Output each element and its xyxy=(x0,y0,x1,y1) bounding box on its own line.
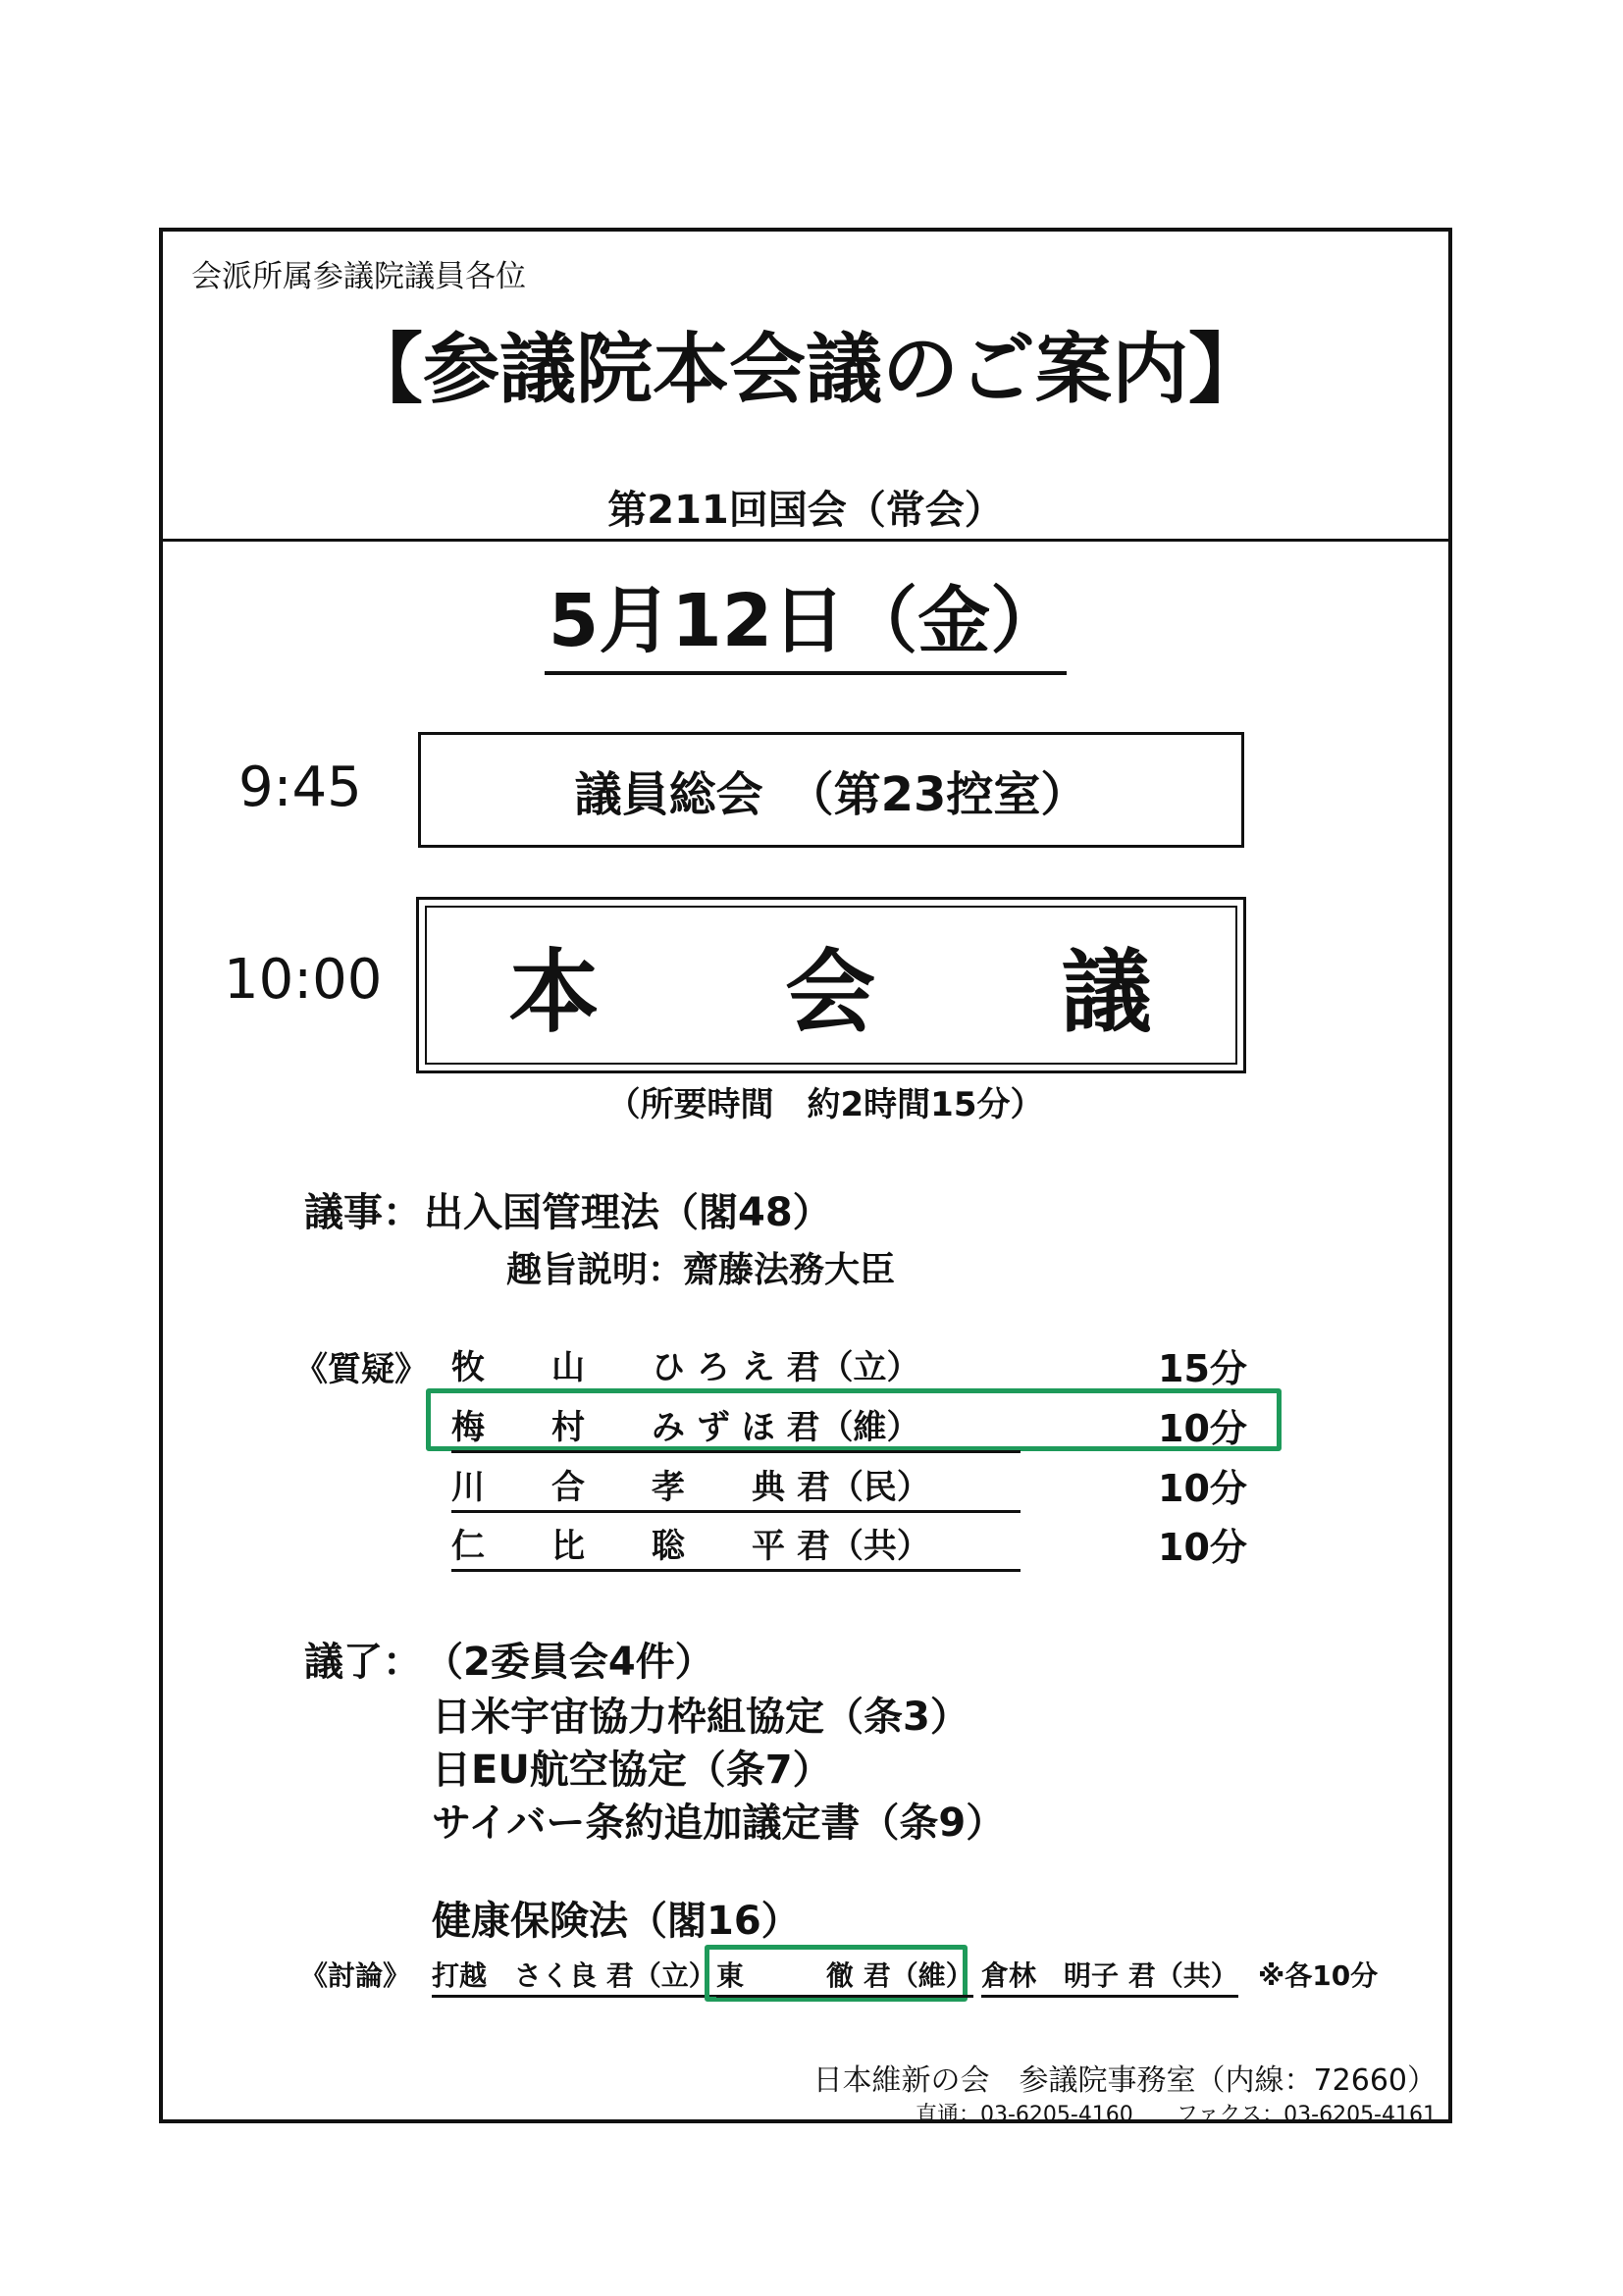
passed-item-4: 健康保険法（閣16） xyxy=(432,1899,801,1944)
agenda-label: 議事： xyxy=(304,1190,422,1235)
time-plenary: 10:00 xyxy=(224,948,383,1012)
meeting-date xyxy=(159,579,1452,663)
agenda-explanation: 趣旨説明：齋藤法務大臣 xyxy=(506,1250,896,1290)
debate-note: ※各10分 xyxy=(1258,1959,1379,1992)
question-speaker-3: 川 合 孝 典 君（民） xyxy=(451,1460,1021,1513)
page-title: 【参議院本会議のご案内】 xyxy=(345,326,1265,414)
plenary-box xyxy=(416,897,1246,1073)
caucus-label: 議員総会 （第23控室） xyxy=(574,766,1088,822)
duration-note: （所要時間 約2時間15分） xyxy=(606,1085,1044,1124)
question-time-1: 15分 xyxy=(1158,1347,1247,1390)
passed-item-2: 日EU航空協定（条7） xyxy=(432,1748,832,1793)
plenary-label: 本 会 議 xyxy=(425,906,1237,1065)
debate-speaker-2: 東 徹 君（維） xyxy=(716,1955,973,1998)
passed-label: 議了： xyxy=(304,1640,422,1685)
agenda-item: 出入国管理法（閣48） xyxy=(424,1190,832,1235)
question-speaker-1: 牧 山 ひ ろ え 君（立） xyxy=(451,1340,1021,1393)
header-divider xyxy=(159,539,1452,542)
passed-item-1: 日米宇宙協力枠組協定（条3） xyxy=(432,1695,969,1740)
passed-item-3: サイバー条約追加議定書（条9） xyxy=(432,1800,1006,1846)
footer-office: 日本維新の会 参議院事務室（内線：72660） xyxy=(812,2063,1437,2098)
date-text: 5月12日（金） xyxy=(545,579,1067,675)
session-label: 第211回国会（常会） xyxy=(607,488,1004,533)
debate-speaker-1: 打越 さく良 君（立） xyxy=(432,1955,716,1998)
footer-contact: 直通：03-6205-4160 ファクス：03-6205-4161 xyxy=(915,2103,1437,2127)
question-speaker-2: 梅 村 み ず ほ 君（維） xyxy=(451,1400,1021,1453)
addressee: 会派所属参議院議員各位 xyxy=(191,259,526,294)
debate-speaker-3: 倉林 明子 君（共） xyxy=(981,1955,1238,1998)
caucus-box xyxy=(418,732,1244,848)
question-speaker-4: 仁 比 聡 平 君（共） xyxy=(451,1519,1021,1572)
questions-label: 《質疑》 xyxy=(294,1350,428,1389)
time-caucus: 9:45 xyxy=(238,756,362,819)
debate-label: 《討論》 xyxy=(300,1959,411,1992)
question-time-2: 10分 xyxy=(1158,1407,1247,1450)
passed-summary: （2委員会4件） xyxy=(424,1640,714,1685)
question-time-3: 10分 xyxy=(1158,1467,1247,1510)
question-time-4: 10分 xyxy=(1158,1526,1247,1569)
